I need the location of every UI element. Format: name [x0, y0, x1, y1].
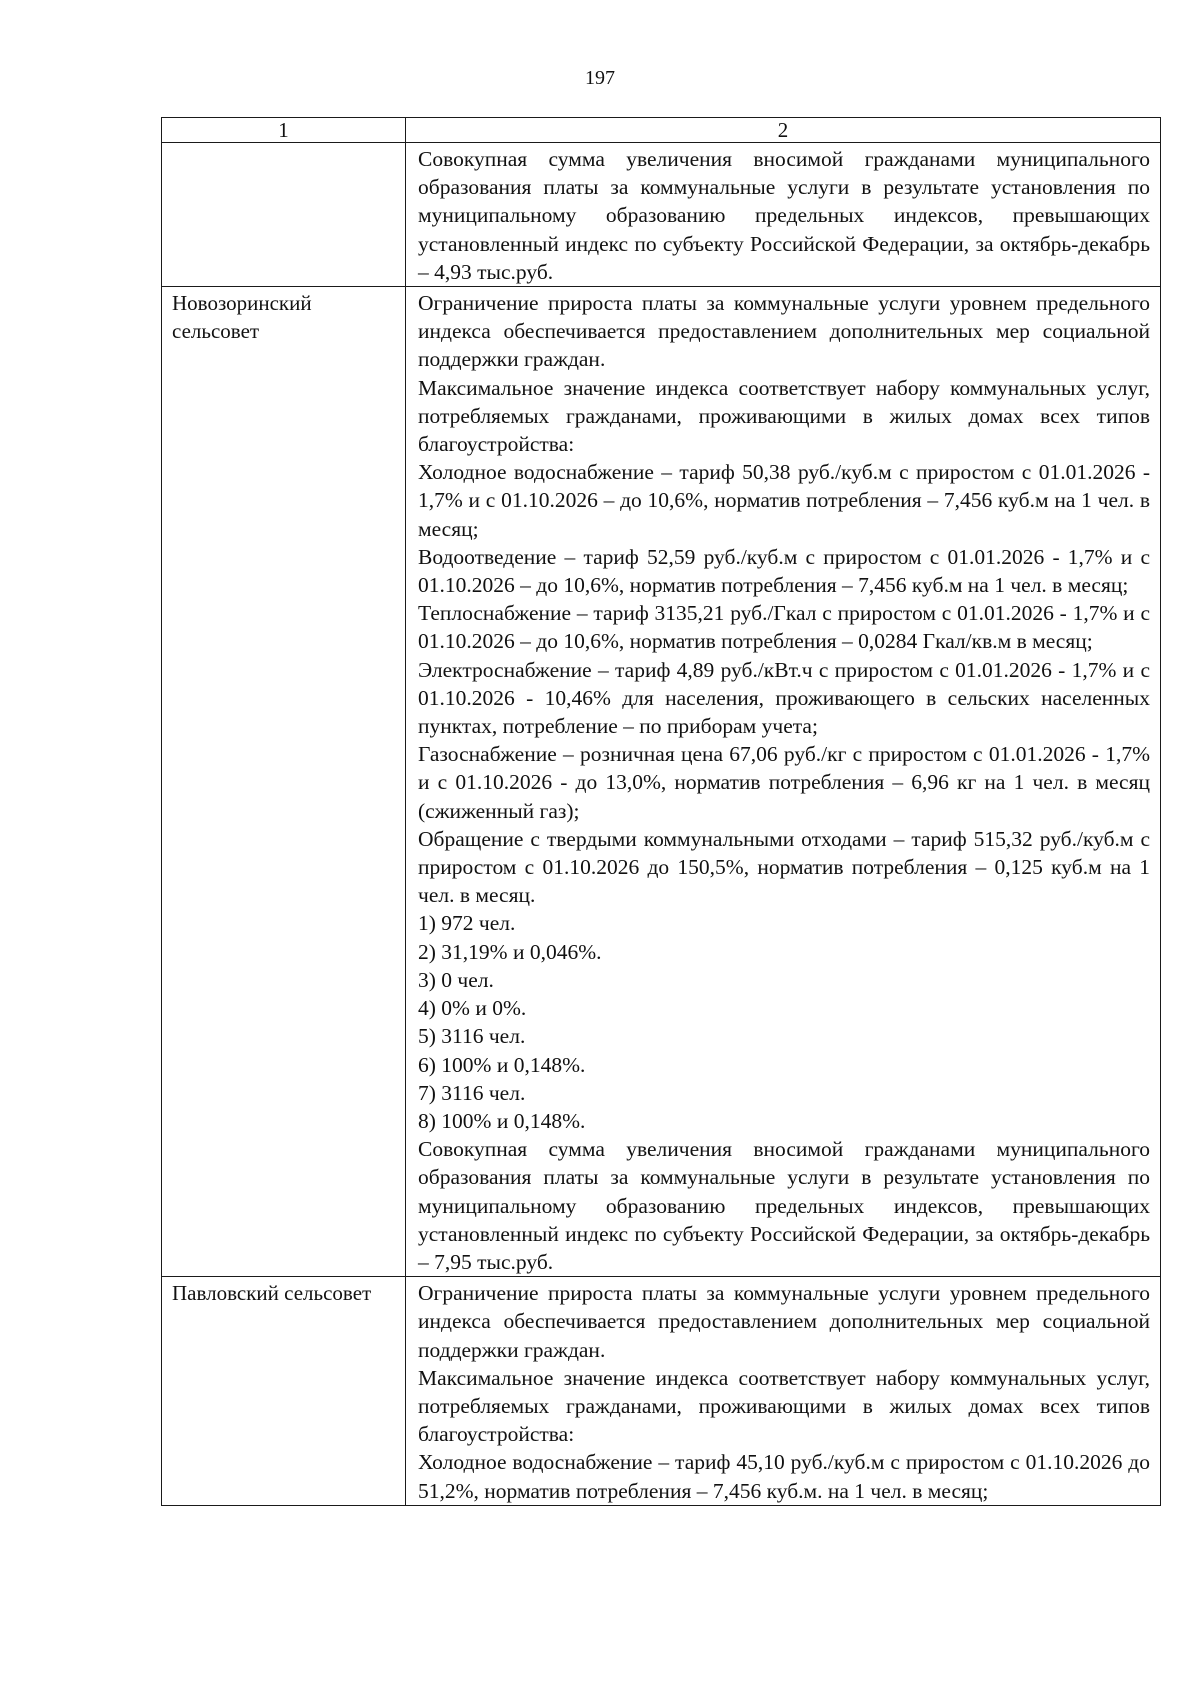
text-paragraph: Газоснабжение – розничная цена 67,06 руб./кг с приростом с 01.01.2026 - 1,7% и с 01.10.2026 - до 13,0%, норматив потребления – 6,96 кг на 1 чел. в месяц (сжиженный газ); [418, 742, 1150, 823]
list-item: 4) 0% и 0%. [418, 996, 527, 1021]
text-paragraph: Электроснабжение – тариф 4,89 руб./кВт.ч с приростом с 01.01.2026 - 1,7% и с 01.10.2026 - 10,46% для населения, проживающего в сельских населенных пунктах, потребление – по приборам учета; [418, 657, 1150, 739]
tariff-table [161, 117, 1161, 1506]
text-paragraph: Ограничение прироста платы за коммунальные услуги уровнем предельного индекса обеспечивается предоставлением дополнительных мер социальной поддержки граждан. [418, 291, 1150, 372]
text-paragraph: Ограничение прироста платы за коммунальные услуги уровнем предельного индекса обеспечивается предоставлением дополнительных мер социальной поддержки граждан. [418, 1281, 1150, 1362]
text-paragraph: Холодное водоснабжение – тариф 50,38 руб./куб.м с приростом с 01.01.2026 - 1,7% и с 01.10.2026 – до 10,6%, норматив потребления – 7,456 куб.м на 1 чел. в месяц; [418, 460, 1150, 541]
municipality-cell: Новозоринский сельсовет [162, 287, 406, 1277]
text-paragraph: Водоотведение – тариф 52,59 руб./куб.м с приростом с 01.01.2026 - 1,7% и с 01.10.2026 – до 10,6%, норматив потребления – 7,456 куб.м на 1 чел. в месяц; [418, 544, 1150, 598]
text-paragraph: Максимальное значение индекса соответствует набору коммунальных услуг, потребляемых гражданами, проживающими в жилых домах всех типов благоустройства: [418, 375, 1150, 457]
list-item: 5) 3116 чел. [418, 1024, 526, 1049]
list-item: 1) 972 чел. [418, 911, 516, 936]
municipality-cell: Павловский сельсовет [162, 1277, 406, 1506]
text-paragraph: Теплоснабжение – тариф 3135,21 руб./Гкал с приростом с 01.01.2026 - 1,7% и с 01.10.2026 – до 10,6%, норматив потребления – 0,0284 Гкал/кв.м в месяц; [418, 601, 1150, 654]
table-row [162, 287, 1161, 1277]
list-item: 3) 0 чел. [418, 967, 494, 992]
description-cell [406, 1277, 1161, 1506]
list-item: 6) 100% и 0,148%. [418, 1052, 586, 1077]
page-number: 197 [585, 67, 615, 89]
summary-paragraph: Совокупная сумма увеличения вносимой гражданами муниципального образования платы за коммунальные услуги в результате установления по муниципальному образованию предельных индексов, превышающих установленный индекс по субъекту Российской Федерации, за октябрь-декабрь – 7,95 тыс.руб. [418, 1137, 1150, 1274]
text-paragraph: Холодное водоснабжение – тариф 45,10 руб./куб.м с приростом с 01.10.2026 до 51,2%, норматив потребления – 7,456 куб.м. на 1 чел. в месяц; [418, 1450, 1150, 1503]
table-row [162, 1277, 1161, 1506]
list-item: 2) 31,19% и 0,046%. [418, 939, 602, 964]
header-col-2: 2 [406, 118, 1161, 143]
header-col-1: 1 [162, 118, 406, 143]
summary-paragraph: Совокупная сумма увеличения вносимой гражданами муниципального образования платы за коммунальные услуги в результате установления по муниципальному образованию предельных индексов, превышающих установленный индекс по субъекту Российской Федерации, за октябрь-декабрь – 4,93 тыс.руб. [418, 147, 1150, 284]
list-item: 8) 100% и 0,148%. [418, 1108, 586, 1133]
description-cell [406, 143, 1161, 287]
list-item: 7) 3116 чел. [418, 1080, 526, 1105]
municipality-cell [162, 143, 406, 287]
description-cell [406, 287, 1161, 1277]
text-paragraph: Обращение с твердыми коммунальными отходами – тариф 515,32 руб./куб.м с приростом с 01.10.2026 до 150,5%, норматив потребления – 0,125 куб.м на 1 чел. в месяц. [418, 826, 1150, 908]
text-paragraph: Максимальное значение индекса соответствует набору коммунальных услуг, потребляемых гражданами, проживающими в жилых домах всех типов благоустройства: [418, 1365, 1150, 1447]
table-row [162, 143, 1161, 287]
table-header-row [162, 118, 1161, 143]
